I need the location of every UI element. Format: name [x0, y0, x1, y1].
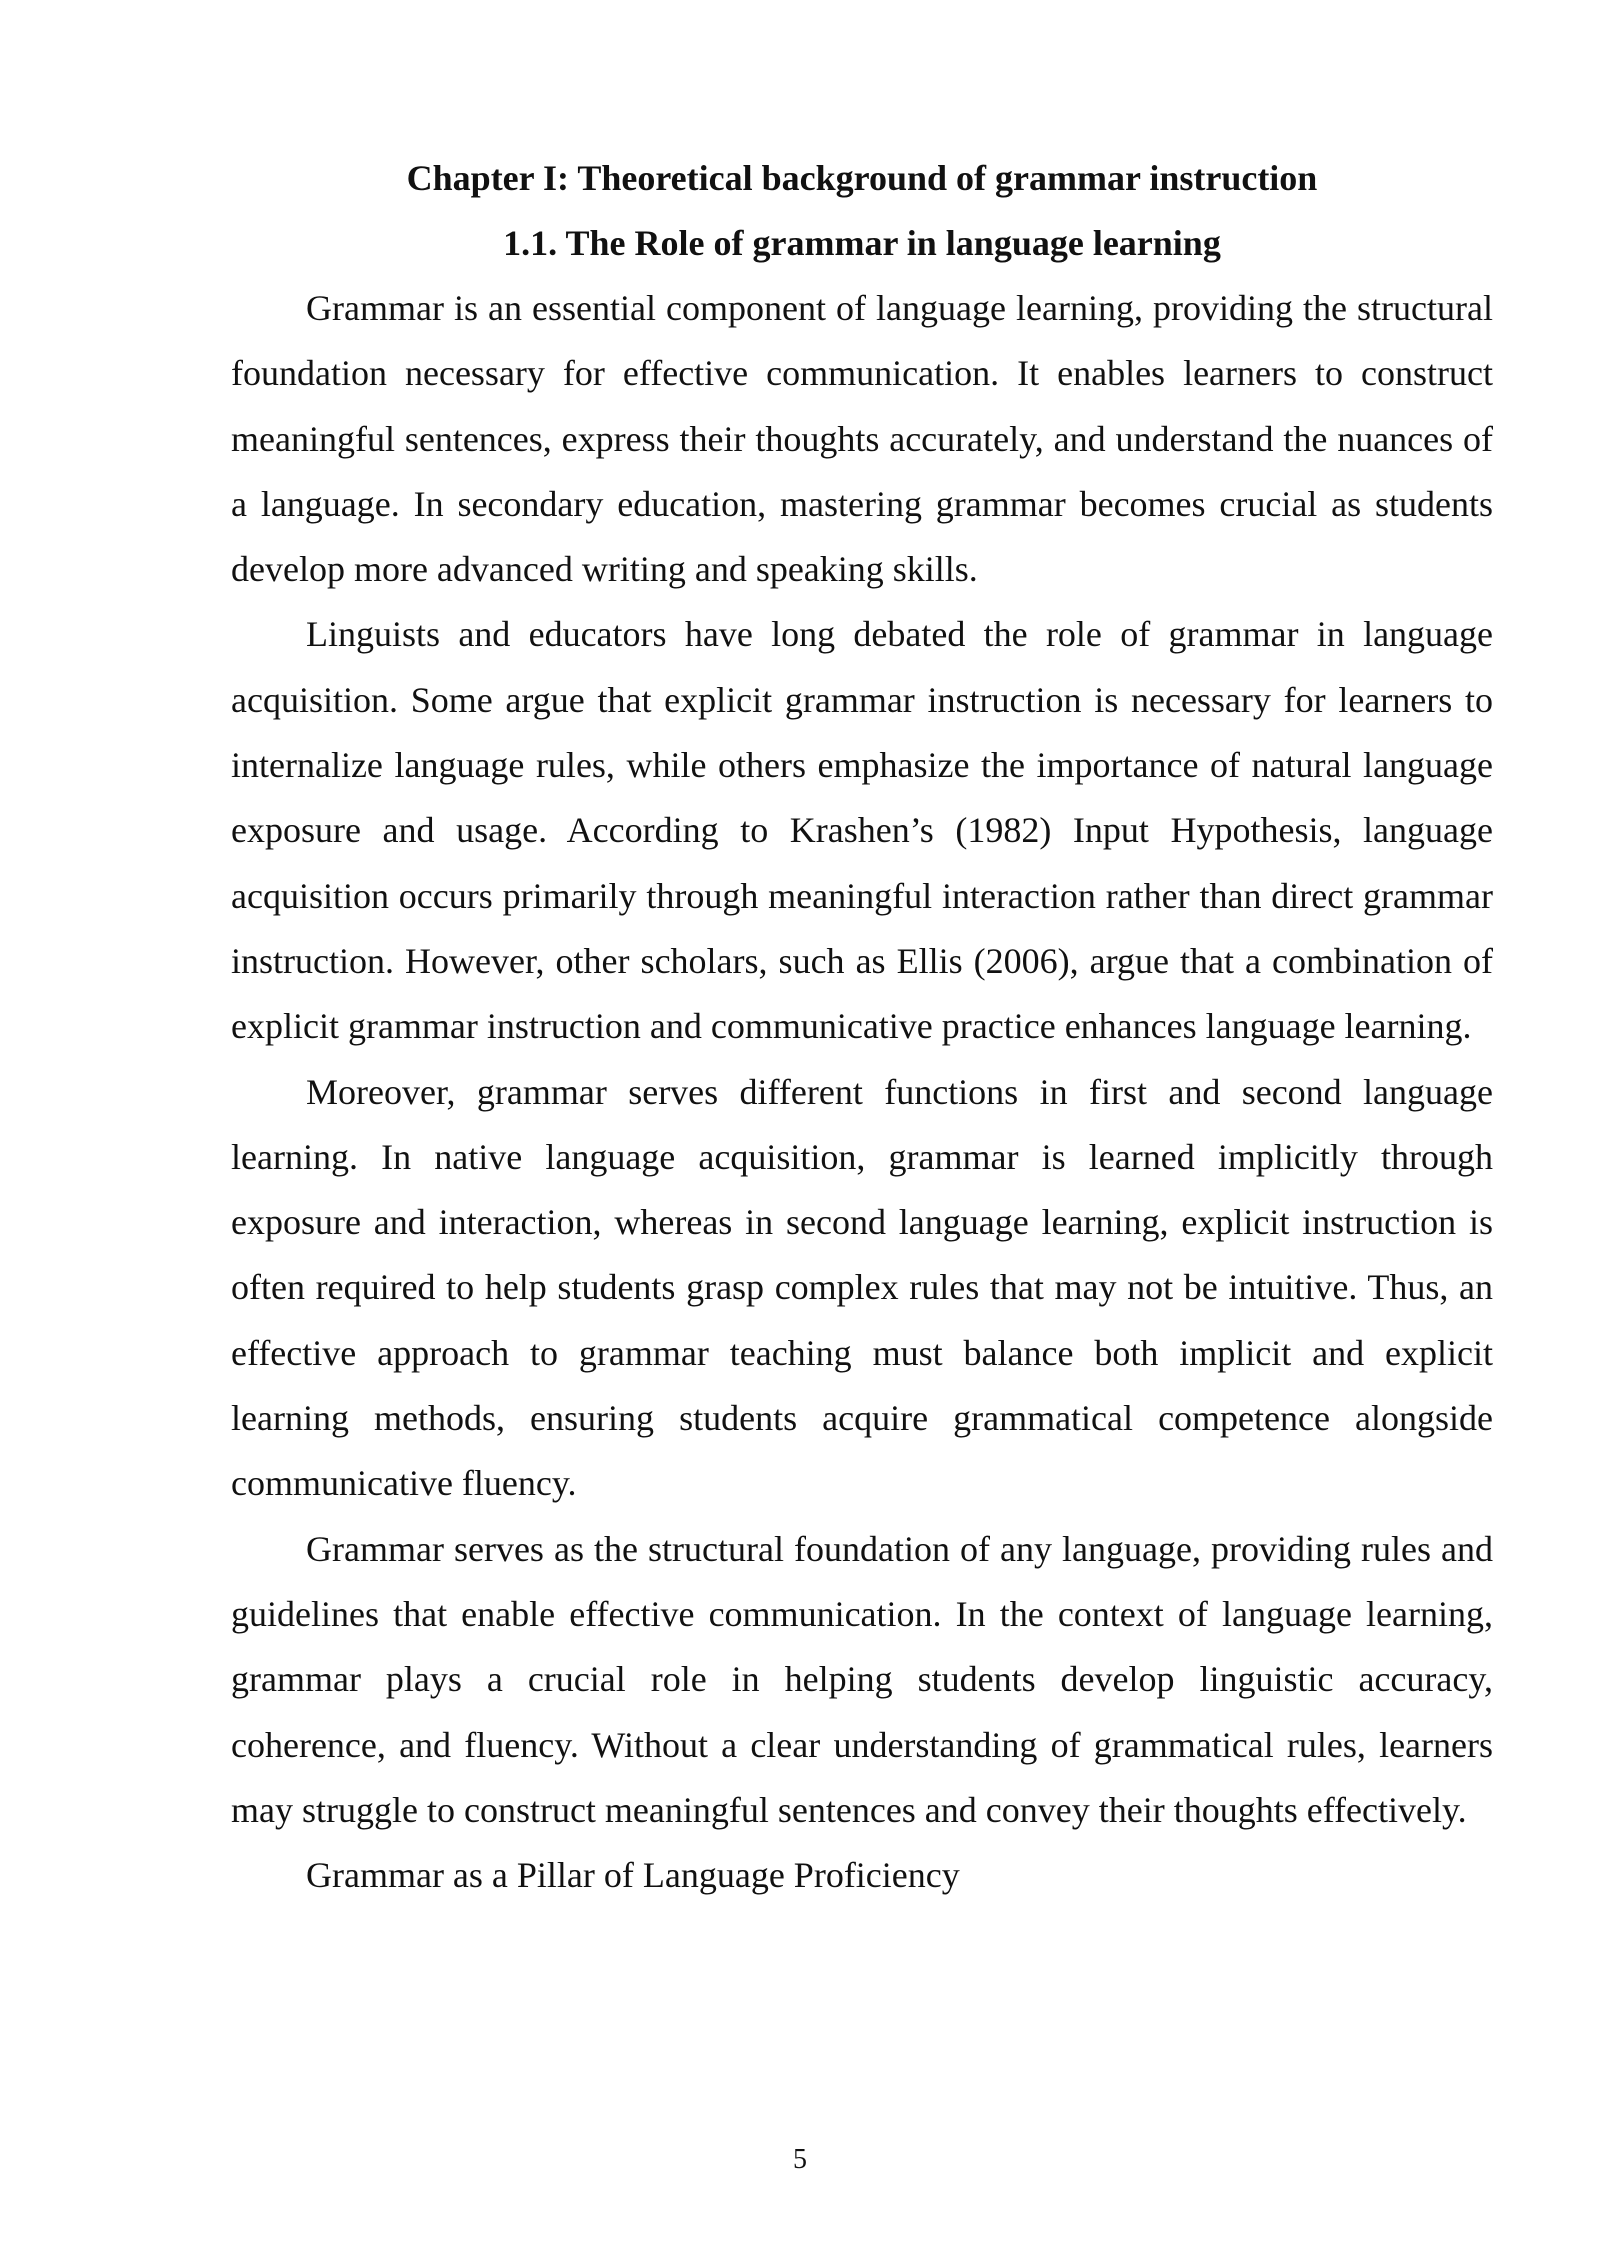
section-title: 1.1. The Role of grammar in language learning: [503, 223, 1221, 263]
page-number: 5: [793, 2144, 807, 2175]
paragraph-2: Linguists and educators have long debated the role of grammar in language acquisition. Some argue that explicit grammar instruction is necessary for learners to internalize language rules, while others emphasize the importance of natural language exposure and usage. According to Krashen’s (1982) Input Hypothesis, language acquisition occurs primarily through meaningful interaction rather than direct grammar instruction. However, other scholars, such as Ellis (2006), argue that a combination of explicit grammar instruction and communicative practice enhances language learning.: [231, 614, 1493, 1047]
chapter-title: Chapter I: Theoretical background of grammar instruction: [406, 158, 1318, 198]
paragraph-1: Grammar is an essential component of language learning, providing the structural foundation necessary for effective communication. It enables learners to construct meaningful sentences, express their thoughts accurately, and understand the nuances of a language. In secondary education, mastering grammar becomes crucial as students develop more advanced writing and speaking skills.: [231, 288, 1493, 590]
subheading-paragraph: Grammar as a Pillar of Language Proficiency: [306, 1855, 960, 1896]
paragraph-4: Grammar serves as the structural foundation of any language, providing rules and guidelines that enable effective communication. In the context of language learning, grammar plays a crucial role in helping students develop linguistic accuracy, coherence, and fluency. Without a clear understanding of grammatical rules, learners may struggle to construct meaningful sentences and convey their thoughts effectively.: [231, 1528, 1493, 1830]
paragraph-3: Moreover, grammar serves different functions in first and second language learning. In native language acquisition, grammar is learned implicitly through exposure and interaction, whereas in second language learning, explicit instruction is often required to help students grasp complex rules that may not be intuitive. Thus, an effective approach to grammar teaching must balance both implicit and explicit learning methods, ensuring students acquire grammatical competence alongside communicative fluency.: [231, 1071, 1493, 1504]
page-content: [231, 146, 1493, 1908]
